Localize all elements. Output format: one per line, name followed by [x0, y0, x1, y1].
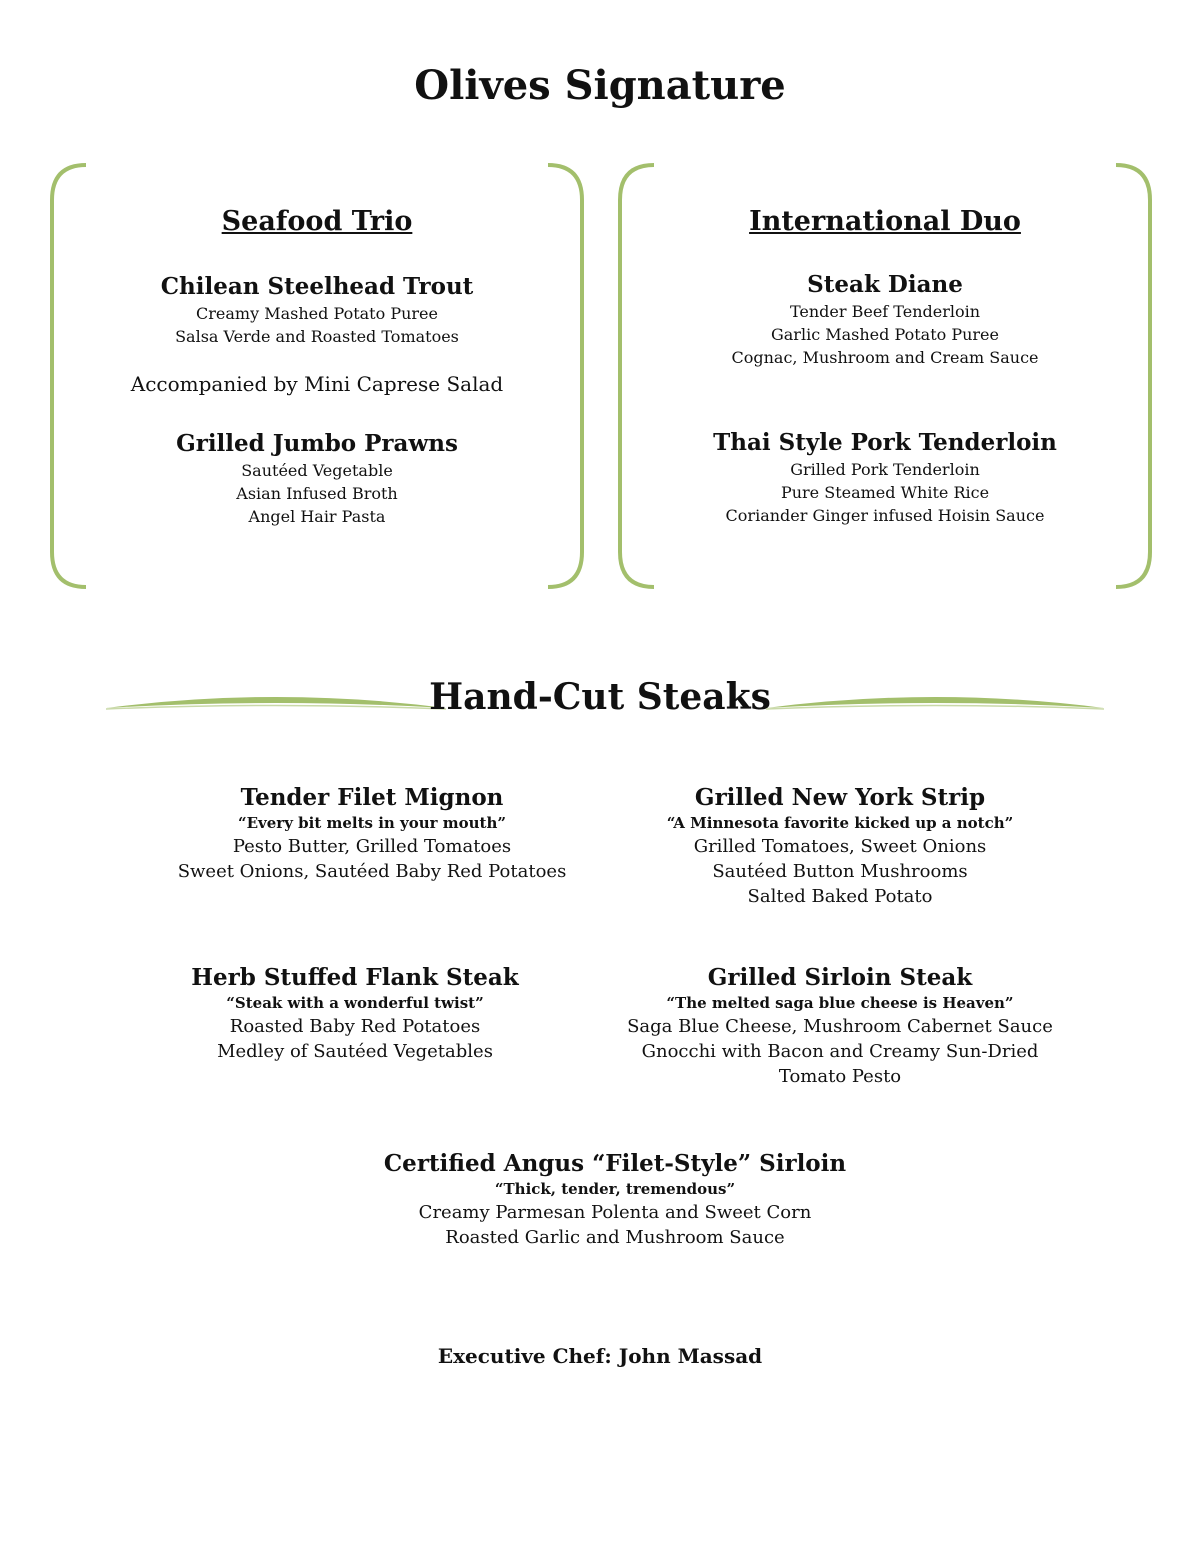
dish-detail: Garlic Mashed Potato Puree [770, 325, 999, 344]
menu-dish [48, 272, 586, 348]
dish-detail: Cognac, Mushroom and Cream Sauce [731, 348, 1039, 367]
steak-item [620, 964, 1060, 1089]
dish-detail: Angel Hair Pasta [248, 507, 386, 526]
steak-detail: Creamy Parmesan Polenta and Sweet Corn [418, 1202, 812, 1223]
steak-detail: Sautéed Button Mushrooms [712, 861, 968, 882]
steak-tagline: “Steak with a wonderful twist” [226, 994, 484, 1012]
dish-detail: Grilled Pork Tenderloin [790, 460, 980, 479]
right-swoosh-ornament [766, 690, 1104, 712]
executive-chef-credit: Executive Chef: John Massad [437, 1344, 763, 1368]
dish-detail: Pure Steamed White Rice [780, 483, 990, 502]
steak-item [150, 964, 560, 1064]
dish-detail: Sautéed Vegetable [241, 461, 393, 480]
steak-detail: Salted Baked Potato [747, 886, 933, 907]
steak-detail: Grilled Tomatoes, Sweet Onions [693, 836, 987, 857]
steak-name: Grilled New York Strip [694, 784, 986, 811]
steak-item [620, 784, 1060, 909]
steak-detail: Roasted Garlic and Mushroom Sauce [445, 1227, 785, 1248]
international-duo-panel [616, 162, 1154, 590]
accompaniment-note: Accompanied by Mini Caprese Salad [130, 372, 504, 396]
menu-dish [616, 270, 1154, 369]
box-title: Seafood Trio [221, 206, 413, 237]
steak-item [150, 784, 594, 884]
menu-dish [616, 428, 1154, 527]
dish-name: Thai Style Pork Tenderloin [713, 429, 1057, 456]
steak-detail: Roasted Baby Red Potatoes [229, 1016, 481, 1037]
steak-detail: Medley of Sautéed Vegetables [217, 1041, 493, 1062]
box-title: International Duo [749, 206, 1021, 237]
menu-dish [48, 429, 586, 528]
dish-name: Chilean Steelhead Trout [160, 273, 474, 300]
steak-detail: Gnocchi with Bacon and Creamy Sun-Dried [641, 1041, 1039, 1062]
steak-item [350, 1150, 880, 1250]
dish-detail: Asian Infused Broth [236, 484, 398, 503]
steak-tagline: “A Minnesota favorite kicked up a notch” [666, 814, 1014, 832]
dish-detail: Tender Beef Tenderloin [789, 302, 981, 321]
page-title: Olives Signature [414, 62, 786, 109]
steak-name: Grilled Sirloin Steak [707, 964, 973, 991]
dish-detail: Creamy Mashed Potato Puree [196, 304, 438, 323]
section-title: Hand-Cut Steaks [429, 676, 771, 718]
steak-name: Tender Filet Mignon [240, 784, 504, 811]
steak-tagline: “Every bit melts in your mouth” [237, 814, 507, 832]
steak-name: Herb Stuffed Flank Steak [191, 964, 519, 991]
steak-name: Certified Angus “Filet-Style” Sirloin [383, 1150, 847, 1177]
dish-detail: Salsa Verde and Roasted Tomatoes [175, 327, 459, 346]
steak-detail: Sweet Onions, Sautéed Baby Red Potatoes [177, 861, 567, 882]
steak-detail: Tomato Pesto [778, 1066, 902, 1087]
steak-tagline: “Thick, tender, tremendous” [494, 1180, 736, 1198]
dish-detail: Coriander Ginger infused Hoisin Sauce [725, 506, 1045, 525]
steak-detail: Saga Blue Cheese, Mushroom Cabernet Sauce [627, 1016, 1053, 1037]
dish-name: Steak Diane [807, 271, 963, 298]
dish-name: Grilled Jumbo Prawns [176, 430, 458, 457]
steak-tagline: “The melted saga blue cheese is Heaven” [666, 994, 1014, 1012]
steak-detail: Pesto Butter, Grilled Tomatoes [232, 836, 512, 857]
seafood-trio-panel [48, 162, 586, 590]
